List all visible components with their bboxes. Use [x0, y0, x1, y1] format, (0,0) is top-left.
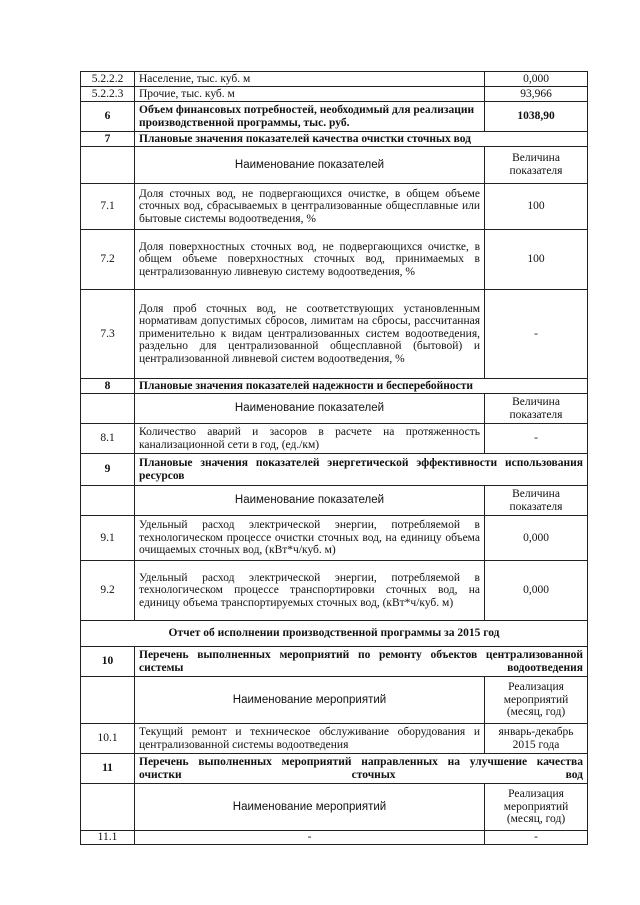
program-table	[80, 71, 588, 845]
section-title: Плановые значения показателей качества очистки сточных вод	[135, 132, 588, 147]
row-name: Доля сточных вод, не подвергающихся очистке, в общем объеме сточных вод, сбрасываемых в централизованные общесплавные или бытовые системы водоотведения, %	[135, 184, 485, 230]
section-number: 10	[81, 647, 135, 677]
row-name: Удельный расход электрической энергии, потребляемой в технологическом процессе транспортировки сточных вод, на единицу объема транспортируемых сточных вод, (кВт*ч/куб. м)	[135, 561, 485, 621]
table-row	[81, 87, 588, 102]
header-row	[81, 784, 588, 831]
section-title: Перечень выполненных мероприятий по ремонту объектов централизованной системы водоотведения	[135, 647, 588, 677]
row-number: 9.2	[81, 561, 135, 621]
header-row	[81, 677, 588, 724]
table-row	[81, 516, 588, 561]
section-number: 7	[81, 132, 135, 147]
row-value: -	[485, 831, 588, 845]
section-title-row	[81, 454, 588, 486]
section-number: 9	[81, 454, 135, 486]
header-blank	[81, 394, 135, 424]
header-blank	[81, 486, 135, 516]
row-value: 0,000	[485, 72, 588, 87]
row-number: 7.3	[81, 290, 135, 379]
header-name: Наименование мероприятий	[135, 784, 485, 831]
row-name: Объем финансовых потребностей, необходимый для реализации производственной программы, тыс. руб.	[135, 102, 485, 132]
row-value: 0,000	[485, 561, 588, 621]
section-title: Плановые значения показателей энергетической эффективности использования ресурсов	[135, 454, 588, 486]
row-name: Прочие, тыс. куб. м	[135, 87, 485, 102]
table-row	[81, 724, 588, 754]
row-value: 100	[485, 184, 588, 230]
header-name: Наименование показателей	[135, 486, 485, 516]
row-name: Доля проб сточных вод, не соответствующих установленным нормативам допустимых сбросов, лимитам на сбросы, рассчитанная применительно к видам централизованных систем водоотведения, раздельно для централизованной общесплавной (бытовой) и централизованной ливневой систем водоотведения, %	[135, 290, 485, 379]
row-number: 9.1	[81, 516, 135, 561]
row-name: Текущий ремонт и техническое обслуживание оборудования и централизованной системы водоотведения	[135, 724, 485, 754]
header-blank	[81, 784, 135, 831]
section-number: 11	[81, 754, 135, 784]
section-title-row	[81, 754, 588, 784]
header-value: Величина показателя	[485, 486, 588, 516]
header-row	[81, 394, 588, 424]
section-title-row	[81, 379, 588, 394]
row-name: Количество аварий и засоров в расчете на протяженность канализационной сети в год, (ед./км)	[135, 424, 485, 454]
row-value: -	[485, 424, 588, 454]
header-blank	[81, 677, 135, 724]
row-name: -	[135, 831, 485, 845]
section-number: 8	[81, 379, 135, 394]
header-name: Наименование показателей	[135, 147, 485, 184]
row-number: 8.1	[81, 424, 135, 454]
header-value: Величина показателя	[485, 147, 588, 184]
table-row	[81, 184, 588, 230]
report-title: Отчет об исполнении производственной программы за 2015 год	[81, 621, 588, 647]
row-number: 7.2	[81, 230, 135, 290]
section-title: Плановые значения показателей надежности и бесперебойности	[135, 379, 588, 394]
section-title-row	[81, 132, 588, 147]
section-title-row	[81, 647, 588, 677]
row-value: 1038,90	[485, 102, 588, 132]
header-blank	[81, 147, 135, 184]
header-name: Наименование показателей	[135, 394, 485, 424]
header-row	[81, 147, 588, 184]
row-name: Удельный расход электрической энергии, потребляемой в технологическом процессе очистки сточных вод, на единицу объема очищаемых сточных вод, (кВт*ч/куб. м)	[135, 516, 485, 561]
table-row	[81, 831, 588, 845]
table-row	[81, 102, 588, 132]
row-name: Население, тыс. куб. м	[135, 72, 485, 87]
row-value: -	[485, 290, 588, 379]
header-name: Наименование мероприятий	[135, 677, 485, 724]
table-row	[81, 72, 588, 87]
header-value: Реализация мероприятий (месяц, год)	[485, 677, 588, 724]
row-value: январь-декабрь 2015 года	[485, 724, 588, 754]
table-row	[81, 424, 588, 454]
row-number: 7.1	[81, 184, 135, 230]
table-row	[81, 230, 588, 290]
header-value: Величина показателя	[485, 394, 588, 424]
report-title-row	[81, 621, 588, 647]
row-number: 11.1	[81, 831, 135, 845]
row-name: Доля поверхностных сточных вод, не подвергающихся очистке, в общем объеме поверхностных сточных вод, принимаемых в централизованную ливневую систему водоотведения, %	[135, 230, 485, 290]
row-value: 100	[485, 230, 588, 290]
section-title: Перечень выполненных мероприятий направленных на улучшение качества очистки сточных вод	[135, 754, 588, 784]
table-row	[81, 290, 588, 379]
header-value: Реализация мероприятий (месяц, год)	[485, 784, 588, 831]
row-value: 93,966	[485, 87, 588, 102]
row-value: 0,000	[485, 516, 588, 561]
table-row	[81, 561, 588, 621]
row-number: 5.2.2.3	[81, 87, 135, 102]
row-number: 10.1	[81, 724, 135, 754]
header-row	[81, 486, 588, 516]
row-number: 5.2.2.2	[81, 72, 135, 87]
row-number: 6	[81, 102, 135, 132]
